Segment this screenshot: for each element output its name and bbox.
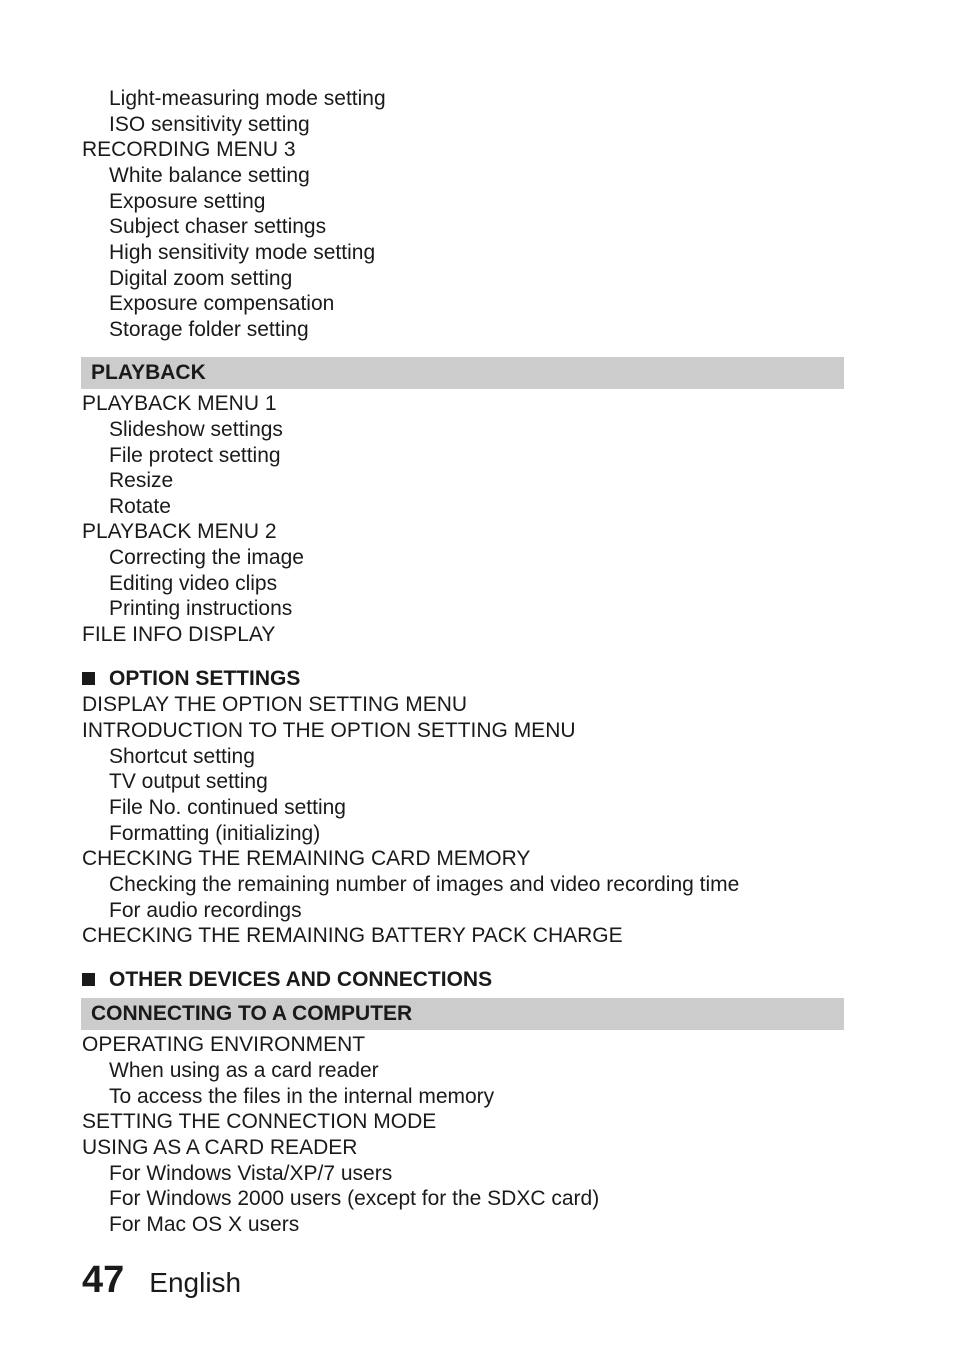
page-footer (82, 1258, 241, 1305)
toc-subitem: When using as a card reader (109, 1059, 379, 1082)
toc-subitem: High sensitivity mode setting (109, 241, 376, 264)
toc-item: PLAYBACK MENU 2 (82, 520, 277, 543)
toc-subitem: Light-measuring mode setting (109, 87, 386, 110)
toc-item: FILE INFO DISPLAY (82, 623, 276, 646)
computer-section-band (81, 998, 844, 1030)
toc-item: SETTING THE CONNECTION MODE (82, 1110, 437, 1133)
toc-subitem: Digital zoom setting (109, 267, 293, 290)
toc-subitem: Correcting the image (109, 546, 304, 569)
toc-item: RECORDING MENU 3 (82, 138, 296, 161)
toc-subitem: Resize (109, 469, 174, 492)
section-header-label: PLAYBACK (91, 361, 206, 384)
toc-subitem: White balance setting (109, 164, 310, 187)
toc-subitem: Rotate (109, 495, 171, 518)
toc-subitem: Storage folder setting (109, 318, 309, 341)
toc-subitem: Shortcut setting (109, 745, 255, 768)
toc-subitem: Exposure compensation (109, 292, 335, 315)
toc-subitem: Exposure setting (109, 190, 266, 213)
section-heading-label: OPTION SETTINGS (109, 667, 301, 690)
toc-item: CHECKING THE REMAINING CARD MEMORY (82, 847, 531, 870)
toc-subitem: For audio recordings (109, 899, 302, 922)
toc-subitem: File No. continued setting (109, 796, 346, 819)
toc-item: USING AS A CARD READER (82, 1136, 358, 1159)
toc-subitem: Editing video clips (109, 572, 278, 595)
toc-subitem: To access the files in the internal memory (109, 1085, 495, 1108)
toc-subitem: For Windows Vista/XP/7 users (109, 1162, 393, 1185)
language-label: English (149, 1267, 242, 1298)
toc-subitem: For Windows 2000 users (except for the SDXC card) (109, 1187, 600, 1210)
toc-item: OPERATING ENVIRONMENT (82, 1033, 366, 1056)
toc-item: CHECKING THE REMAINING BATTERY PACK CHARGE (82, 924, 623, 947)
toc-subitem: File protect setting (109, 444, 281, 467)
page-number: 47 (82, 1259, 125, 1301)
other-devices-heading (82, 967, 492, 993)
toc-subitem: Subject chaser settings (109, 215, 327, 238)
black-square-icon (82, 672, 95, 685)
toc-subitem: ISO sensitivity setting (109, 113, 310, 136)
section-header-label: CONNECTING TO A COMPUTER (91, 1002, 413, 1025)
option-settings-heading (82, 666, 300, 692)
toc-subitem: Printing instructions (109, 597, 293, 620)
toc-subitem: TV output setting (109, 770, 268, 793)
toc-subitem: For Mac OS X users (109, 1213, 300, 1236)
toc-subitem: Formatting (initializing) (109, 822, 321, 845)
black-square-icon (82, 973, 95, 986)
toc-item: DISPLAY THE OPTION SETTING MENU (82, 693, 468, 716)
toc-subitem: Slideshow settings (109, 418, 283, 441)
section-heading-label: OTHER DEVICES AND CONNECTIONS (109, 968, 493, 991)
toc-subitem: Checking the remaining number of images and video recording time (109, 873, 740, 896)
toc-item: INTRODUCTION TO THE OPTION SETTING MENU (82, 719, 576, 742)
toc-item: PLAYBACK MENU 1 (82, 392, 277, 415)
playback-section-band (81, 357, 844, 389)
